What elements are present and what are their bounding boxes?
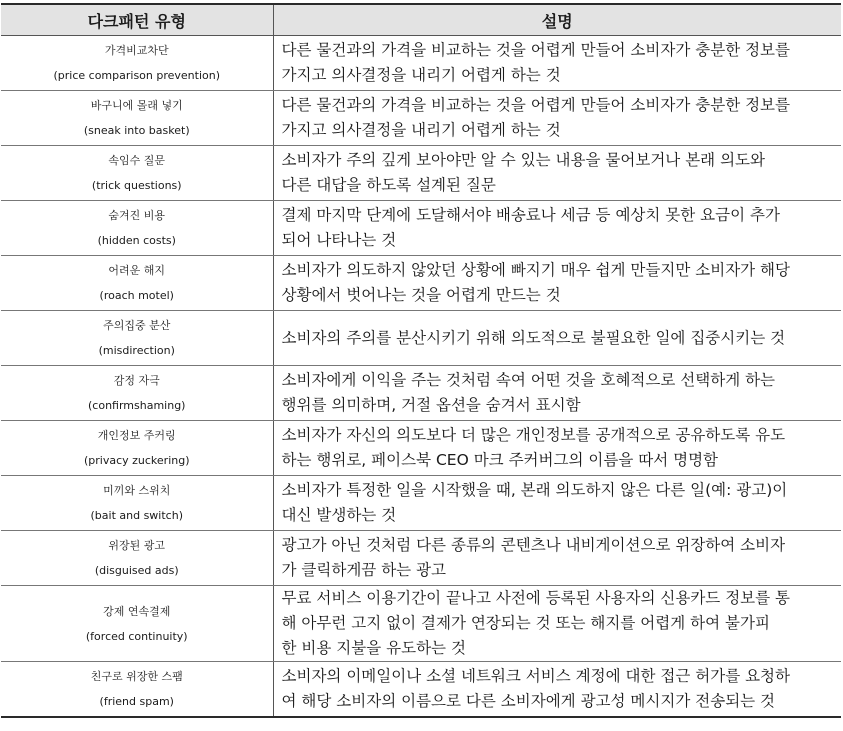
table-row [1, 201, 841, 256]
description-line: 가지고 의사결정을 내리기 어렵게 하는 것 [281, 121, 561, 139]
pattern-name-english: (privacy zuckering) [83, 454, 190, 467]
pattern-name-english: (sneak into basket) [83, 124, 190, 137]
pattern-name-english: (roach motel) [99, 289, 174, 302]
pattern-name-korean: 강제 연속결제 [103, 604, 171, 618]
description-line: 다른 대답을 하도록 설계된 질문 [281, 176, 496, 194]
description-line: 무료 서비스 이용기간이 끝나고 사전에 등록된 사용자의 신용카드 정보를 통 [281, 589, 791, 607]
description-line: 여 해당 소비자의 이름으로 다른 소비자에게 광고성 메시지가 전송되는 것 [281, 692, 776, 710]
description-line: 하는 행위로, 페이스북 CEO 마크 주커버그의 이름을 따서 명명함 [281, 451, 719, 469]
pattern-type-cell [1, 586, 273, 662]
description-line: 소비자가 특정한 일을 시작했을 때, 본래 의도하지 않은 다른 일(예: 광고)이 [281, 481, 788, 499]
description-line: 상황에서 벗어나는 것을 어렵게 만드는 것 [281, 286, 561, 304]
table-row [1, 91, 841, 146]
pattern-name-english: (disguised ads) [94, 564, 179, 577]
pattern-type-cell [1, 146, 273, 201]
dark-pattern-table [1, 3, 841, 718]
pattern-type-cell [1, 91, 273, 146]
pattern-name-english: (friend spam) [99, 695, 174, 708]
description-line: 다른 물건과의 가격을 비교하는 것을 어렵게 만들어 소비자가 충분한 정보를 [281, 41, 791, 59]
pattern-name-english: (bait and switch) [90, 509, 183, 522]
description-line: 해 아무런 고지 없이 결제가 연장되는 것 또는 해지를 어렵게 하여 불가피 [281, 614, 770, 632]
pattern-name-english: (forced continuity) [85, 629, 188, 643]
table-row [1, 662, 841, 718]
pattern-description-cell [273, 586, 841, 662]
pattern-type-cell [1, 201, 273, 256]
pattern-type-cell [1, 366, 273, 421]
table-body [1, 36, 841, 718]
pattern-description-cell [273, 476, 841, 531]
pattern-type-cell [1, 256, 273, 311]
pattern-name-korean: 속임수 질문 [108, 154, 166, 167]
description-line: 소비자가 자신의 의도보다 더 많은 개인정보를 공개적으로 공유하도록 유도 [281, 426, 786, 444]
pattern-name-korean: 숨겨진 비용 [108, 209, 166, 222]
pattern-description-cell [273, 146, 841, 201]
dark-pattern-table-container [1, 3, 841, 718]
pattern-type-cell [1, 531, 273, 586]
table-row [1, 311, 841, 366]
pattern-description-cell [273, 91, 841, 146]
pattern-description-cell [273, 366, 841, 421]
pattern-description-cell [273, 531, 841, 586]
pattern-description-cell [273, 662, 841, 718]
pattern-name-english: (hidden costs) [97, 234, 176, 247]
header-description: 설명 [273, 4, 841, 36]
table-row [1, 256, 841, 311]
pattern-type-cell [1, 476, 273, 531]
description-line: 소비자에게 이익을 주는 것처럼 속여 어떤 것을 호혜적으로 선택하게 하는 [281, 371, 776, 389]
description-line: 한 비용 지불을 유도하는 것 [281, 639, 466, 657]
pattern-description-cell [273, 256, 841, 311]
pattern-name-korean: 바구니에 몰래 넣기 [90, 99, 183, 112]
description-line: 소비자의 이메일이나 소셜 네트워크 서비스 계정에 대한 접근 허가를 요청하 [281, 667, 791, 685]
description-line: 광고가 아닌 것처럼 다른 종류의 콘텐츠나 내비게이션으로 위장하여 소비자 [281, 536, 786, 554]
pattern-name-english: (price comparison prevention) [53, 69, 221, 82]
description-line: 다른 물건과의 가격을 비교하는 것을 어렵게 만들어 소비자가 충분한 정보를 [281, 96, 791, 114]
pattern-name-english: (misdirection) [98, 344, 175, 357]
description-line: 행위를 의미하며, 거절 옵션을 숨겨서 표시함 [281, 396, 581, 414]
pattern-type-cell [1, 36, 273, 91]
description-line: 소비자가 주의 깊게 보아야만 알 수 있는 내용을 물어보거나 본래 의도와 [281, 151, 765, 169]
description-line: 소비자가 의도하지 않았던 상황에 빠지기 매우 쉽게 만들지만 소비자가 해당 [281, 261, 791, 279]
pattern-name-korean: 감정 자극 [113, 374, 160, 387]
pattern-name-korean: 개인정보 주커링 [97, 429, 176, 442]
pattern-type-cell [1, 421, 273, 476]
pattern-name-korean: 친구로 위장한 스팸 [90, 670, 183, 683]
pattern-description-cell [273, 201, 841, 256]
table-row [1, 531, 841, 586]
pattern-name-korean: 주의집중 분산 [103, 319, 171, 332]
table-row [1, 476, 841, 531]
table-row [1, 146, 841, 201]
table-row [1, 36, 841, 91]
pattern-type-cell [1, 662, 273, 718]
pattern-name-english: (confirmshaming) [88, 399, 186, 412]
pattern-type-cell [1, 311, 273, 366]
pattern-description-cell [273, 311, 841, 366]
description-line: 대신 발생하는 것 [281, 506, 397, 524]
description-line: 되어 나타나는 것 [281, 231, 397, 249]
pattern-name-english: (trick questions) [91, 179, 182, 192]
description-line: 소비자의 주의를 분산시키기 위해 의도적으로 불필요한 일에 집중시키는 것 [281, 328, 786, 347]
pattern-name-korean: 가격비교차단 [104, 44, 169, 57]
pattern-name-korean: 미끼와 스위치 [103, 484, 171, 497]
table-header-row [1, 4, 841, 36]
pattern-description-cell [273, 36, 841, 91]
table-row [1, 366, 841, 421]
table-row [1, 421, 841, 476]
description-line: 가지고 의사결정을 내리기 어렵게 하는 것 [281, 66, 561, 84]
header-type: 다크패턴 유형 [1, 4, 273, 36]
description-line: 가 클릭하게끔 하는 광고 [281, 561, 447, 579]
pattern-name-korean: 위장된 광고 [108, 539, 166, 552]
table-row [1, 586, 841, 662]
pattern-description-cell [273, 421, 841, 476]
description-line: 결제 마지막 단계에 도달해서야 배송료나 세금 등 예상치 못한 요금이 추가 [281, 206, 780, 224]
pattern-name-korean: 어려운 해지 [108, 264, 166, 277]
